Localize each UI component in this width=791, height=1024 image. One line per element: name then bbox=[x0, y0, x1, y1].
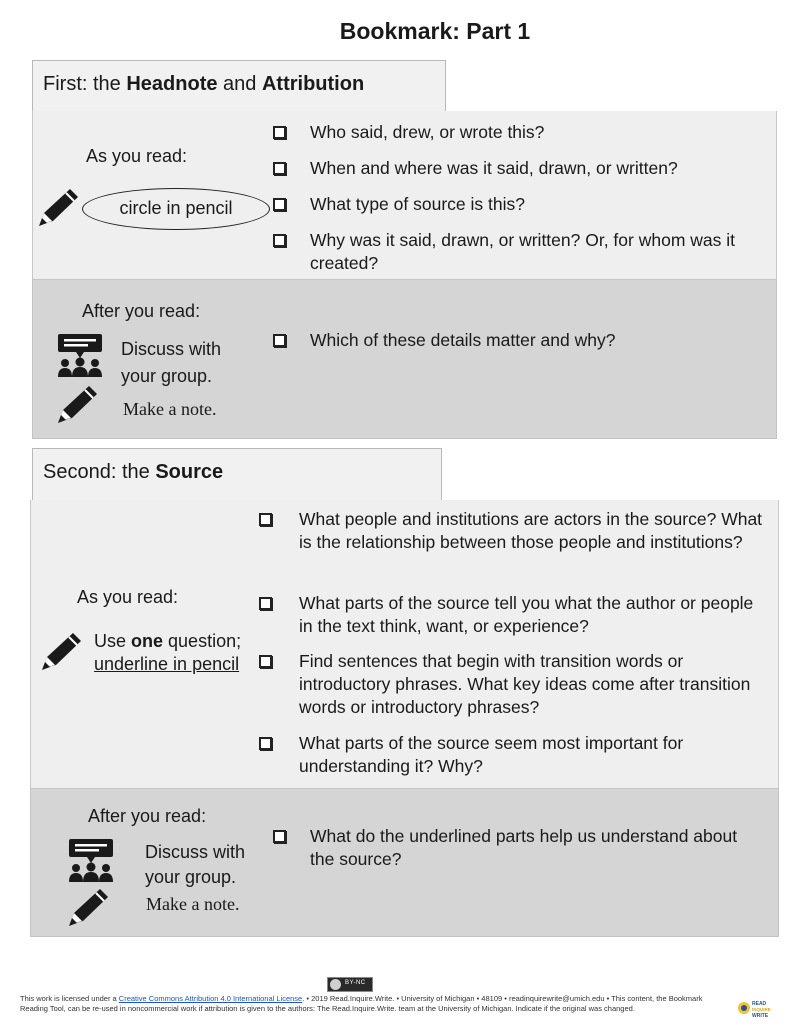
part2-instruction-pre: Use bbox=[94, 631, 132, 651]
part2-question: What people and institutions are actors in the source? What is the relationship between those people and institutions? bbox=[299, 509, 763, 552]
svg-text:INQUIRE: INQUIRE bbox=[752, 1007, 771, 1012]
license-link[interactable]: Creative Commons Attribution 4.0 International License bbox=[118, 994, 303, 1003]
part1-question: When and where was it said, drawn, or written? bbox=[310, 158, 678, 178]
part1-tab-prefix: First: the bbox=[43, 73, 127, 95]
pencil-icon bbox=[55, 383, 101, 427]
group-discussion-icon bbox=[66, 838, 116, 884]
part1-tab bbox=[32, 60, 446, 112]
part1-tab-attribution: Attribution bbox=[261, 73, 365, 95]
checkbox-icon bbox=[259, 513, 272, 526]
license-badge-text: BY-NC bbox=[345, 980, 366, 986]
part1-question: Who said, drew, or wrote this? bbox=[310, 122, 545, 142]
svg-text:WRITE: WRITE bbox=[752, 1013, 769, 1019]
footer-pre: This work is licensed under a bbox=[20, 994, 119, 1003]
part2-after-read-label: After you read: bbox=[88, 806, 207, 826]
part2-instruction-post: question; bbox=[163, 631, 242, 651]
read-inquire-write-logo-icon bbox=[736, 996, 772, 1022]
circle-in-pencil-label: circle in pencil bbox=[119, 198, 233, 218]
part1-as-you-read-label: As you read: bbox=[86, 146, 188, 166]
part2-tab bbox=[32, 448, 442, 502]
part2-question: Find sentences that begin with transition words or introductory phrases. What key ideas come after transition words or introductory phrases? bbox=[299, 651, 751, 717]
checkbox-icon bbox=[259, 655, 272, 668]
pencil-icon bbox=[39, 630, 85, 674]
part1-after-question: Which of these details matter and why? bbox=[310, 330, 616, 350]
checkbox-icon bbox=[273, 162, 286, 175]
checkbox-icon bbox=[259, 597, 272, 610]
part2-after-question: What do the underlined parts help us understand about the source? bbox=[310, 826, 738, 869]
part2-instruction-bold: one bbox=[131, 631, 164, 651]
part1-discuss-label: Discuss with your group. bbox=[121, 339, 222, 386]
part2-instruction bbox=[94, 630, 241, 676]
footer-post: . • 2019 Read.Inquire.Write. • University of Michigan • 48109 • readinquirewrite@umich.edu • This content, the Bookmark Reading Tool, can be re-used in noncommercial work if attribution is given to the authors: The Read.Inquire.Write. team at the University of Michigan. Indicate if the original was changed. bbox=[20, 994, 703, 1013]
group-discussion-icon bbox=[55, 333, 105, 379]
part2-discuss-label: Discuss with your group. bbox=[145, 842, 246, 887]
part2-make-note-label: Make a note. bbox=[146, 894, 240, 914]
part2-instruction-underline: underline in pencil bbox=[94, 654, 240, 674]
part1-after-read-label: After you read: bbox=[82, 301, 201, 321]
part1-question: What type of source is this? bbox=[310, 194, 525, 214]
pencil-icon bbox=[66, 886, 112, 930]
part2-question: What parts of the source tell you what the author or people in the text think, want, or experience? bbox=[299, 593, 754, 636]
part1-tab-mid: and bbox=[217, 73, 262, 95]
checkbox-icon bbox=[273, 334, 286, 347]
part1-tab-headnote: Headnote bbox=[126, 73, 218, 95]
license-badge[interactable] bbox=[327, 977, 373, 992]
svg-text:READ: READ bbox=[752, 1001, 767, 1007]
footer-license-text bbox=[20, 994, 726, 1014]
checkbox-icon bbox=[273, 126, 286, 139]
part2-as-you-read-label: As you read: bbox=[77, 587, 179, 607]
checkbox-icon bbox=[273, 198, 286, 211]
part1-question: Why was it said, drawn, or written? Or, for whom was it created? bbox=[310, 230, 735, 273]
pencil-icon bbox=[36, 186, 82, 230]
page-title: Bookmark: Part 1 bbox=[339, 18, 531, 44]
checkbox-icon bbox=[273, 830, 286, 843]
part2-question: What parts of the source seem most important for understanding it? Why? bbox=[299, 733, 684, 776]
cc-icon bbox=[330, 979, 341, 990]
checkbox-icon bbox=[259, 737, 272, 750]
part1-make-note-label: Make a note. bbox=[123, 399, 217, 419]
part2-tab-source: Source bbox=[155, 461, 224, 483]
part2-tab-prefix: Second: the bbox=[43, 461, 156, 483]
checkbox-icon bbox=[273, 234, 286, 247]
